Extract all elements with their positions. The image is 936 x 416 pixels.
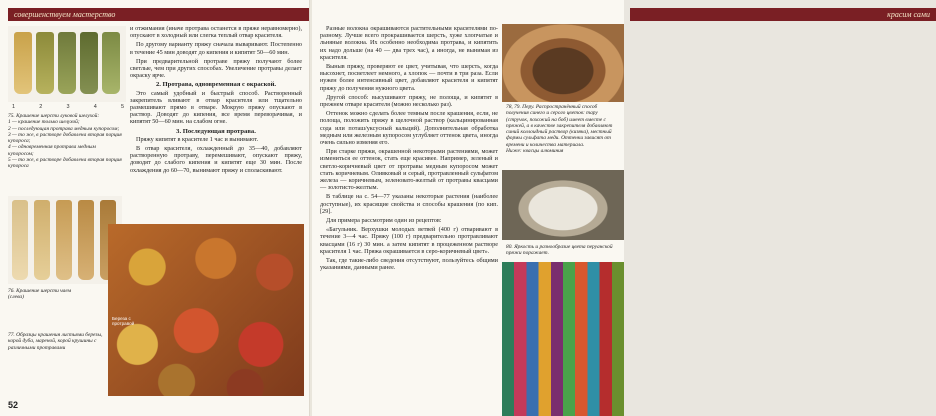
fig76-caption bbox=[8, 288, 122, 301]
skein-2 bbox=[36, 32, 54, 94]
caption-line: 78, 79. Перу. Распространённый способ получения синего и серого цветов: тару (стручок, похожий на боб) имеет вместе с пряжей, а в качестве закрепителя добавляют синий коллоидный раствор (кизяка), местный формы сульфата меди. Оттенки зависят от времени и количества материала. bbox=[506, 104, 613, 148]
caption-line: Ниже: квасцы алюминия bbox=[506, 148, 564, 155]
paragraph: В отвар красителя, охлажденный до 35—40, добавляют растворенную протраву, перемешивают, опускают пряжу, доводят до слабого кипения и кипятят еще 30 мин. После охлаждения до 60—70, вынимают пряжу и споласкивают. bbox=[130, 145, 302, 174]
left-text-column bbox=[130, 25, 302, 225]
fig75-number: 4 bbox=[93, 104, 97, 110]
fig78-dye-pot-photo bbox=[502, 24, 624, 102]
fig75-number: 5 bbox=[120, 104, 124, 110]
fig79-alum-photo bbox=[502, 170, 624, 240]
fig80-caption bbox=[506, 244, 618, 257]
caption-line: 76. Крашение шерсти чаем bbox=[8, 288, 72, 294]
paragraph: Так, где такие-либо сведения отсутствуют, пользуйтесь общими указаниями, данными ранее. bbox=[320, 257, 498, 272]
paragraph: Разные волокна окрашиваются растительными красителями по-разному. Лучше всего прокрашивается шерсть, хуже хлопчатые и льняные волокна. Их особенно необходима протрава, и кипятить их надо дольше (на 40 — два трех час), а иногда, не вынимая из красителя. bbox=[320, 25, 498, 61]
caption-line: 5 — то же, в растворе добавлена вторая порция купороса bbox=[8, 157, 122, 170]
caption-line: 75. Крашение шерсти луковой шелухой: bbox=[8, 113, 100, 119]
right-page bbox=[312, 0, 930, 416]
fig75-skeins-photo bbox=[8, 26, 126, 102]
paragraph: Оттенок можно сделать более темным после крашения, если, не полоща, положить пряжу в щелочной раствор (кальцинированная сода или поташ/уксусный кальций). Дополнительная обработка медным или железным купоросом углубляет оттенок цвета, иногда очень сильно изменяя его. bbox=[320, 110, 498, 147]
paragraph: При предварительной протраве пряжу получают более светлые, чем при других способах. Увеличение протравы делает окраску ярче. bbox=[130, 57, 302, 80]
paragraph: По другому варианту пряжу сначала вываривают. Постепенно в течение 45 мин доводят до кипения и кипятят 50—60 мин. bbox=[130, 41, 302, 56]
caption-line: 77. Образцы крашения листьями березы, корой дуба, мареной, корой крушины с различными протравами bbox=[8, 332, 103, 351]
paragraph: Другой способ: высушивают пряжу, не полоща, и кипятят в прежнем отваре красителя (можно несколько раз). bbox=[320, 93, 498, 109]
fig75-number-row bbox=[12, 104, 124, 110]
fig78-caption bbox=[506, 104, 618, 154]
right-text-column bbox=[320, 25, 498, 411]
fig75-number: 1 bbox=[12, 104, 16, 110]
skein-3 bbox=[58, 32, 76, 94]
fig75-number: 2 bbox=[39, 104, 43, 110]
left-running-header: совершенствуем мастерство bbox=[8, 8, 314, 21]
caption-line: (слева) bbox=[8, 294, 24, 301]
tea-skein-4 bbox=[78, 200, 94, 280]
fig77-yarn-balls-photo bbox=[108, 224, 304, 396]
fig77-caption bbox=[8, 332, 104, 351]
left-page bbox=[0, 0, 310, 416]
caption-line: 3 — то же, в растворе добавлена вторая порция купороса; bbox=[8, 131, 122, 145]
paragraph: Это самый удобный и быстрый способ. Растворенный закрепитель вливают в отвар красителя или тщательно размешивают прямо в отваре. Мокрую пряжу опускают в раствор. Доводят до кипения, все время переворачивая, и кипятят 50—60 мин. на слабом огне. bbox=[130, 89, 302, 126]
fig76-tea-skeins-photo bbox=[8, 196, 122, 284]
right-running-header: красим сами bbox=[630, 8, 936, 21]
page-number: 52 bbox=[8, 400, 19, 410]
paragraph: и отжимания (иначе протрава останется в пряже неравномерно), опускают в холодный или слегка теплый отвар красителя. bbox=[130, 25, 302, 40]
paragraph: Выныв пряжу, проверяют ее цвет, учитывая, что шерсть, когда высохнет, посветлеет немного, а хлопок — почти в три раза. Если нужен более интенсивный цвет, добавляют красителя и кипятят пряжу до получения нужного цвета. bbox=[320, 63, 498, 92]
skein-4 bbox=[80, 32, 98, 94]
skein-1 bbox=[14, 32, 32, 94]
fig75-number: 3 bbox=[66, 104, 70, 110]
section-heading: 3. Последующая протрава. bbox=[176, 127, 256, 135]
paragraph: Пряжу кипятят в красителе 1 час и вынимают. bbox=[136, 135, 259, 143]
caption-line: 2 — последующая протрава медным купоросом; bbox=[8, 125, 120, 132]
paragraph: Для примера рассмотрим один из рецептов: bbox=[326, 217, 442, 225]
fig75-caption bbox=[8, 113, 122, 170]
paragraph: «Багульник. Верхушки молодых ветвей (400 г) отваривают в течение 3—4 час. Пряжу (100 г) предварительно протравливают квасцами (16 г) 30 мин. а затем кипятят в процеженном растворе красителя 1 час. Пряжа окрашивается в серо-коричневый цвет». bbox=[320, 226, 498, 255]
tea-skein-3 bbox=[56, 200, 72, 280]
fig77-photo-label: Береза с протравой bbox=[112, 316, 135, 327]
paragraph: В таблице на с. 54—77 указаны некоторые растения (наиболее доступные), их красящие свойства и способы крашения (по кип. [29]. bbox=[320, 193, 498, 215]
skein-5 bbox=[102, 32, 120, 94]
fig80-hanging-yarn-photo bbox=[502, 262, 624, 416]
section-heading: 2. Протрава, одновременная с окраской. bbox=[155, 81, 277, 89]
tea-skein-1 bbox=[12, 200, 28, 280]
tea-skein-2 bbox=[34, 200, 50, 280]
caption-line: 4 — одновременная протрава медным купоросом; bbox=[8, 144, 96, 157]
caption-line: 1 — крашение только шелухой; bbox=[8, 119, 80, 126]
caption-line: 80. Яркость и разнообразие цвета перуанской пряжи поражает. bbox=[506, 244, 613, 257]
paragraph: При старке пряжи, окрашенной некоторыми растениями, может измениться ее оттенок, стать еще красивее. Например, зеленый и светло-коричневый цвет от протравы медным купоросом может стать коричневым. Оливковый и серый, протравленный сульфатом железа — коричневым, зеленовато-желтый от протравы квасцами — золотисто-желтым. bbox=[320, 148, 498, 192]
